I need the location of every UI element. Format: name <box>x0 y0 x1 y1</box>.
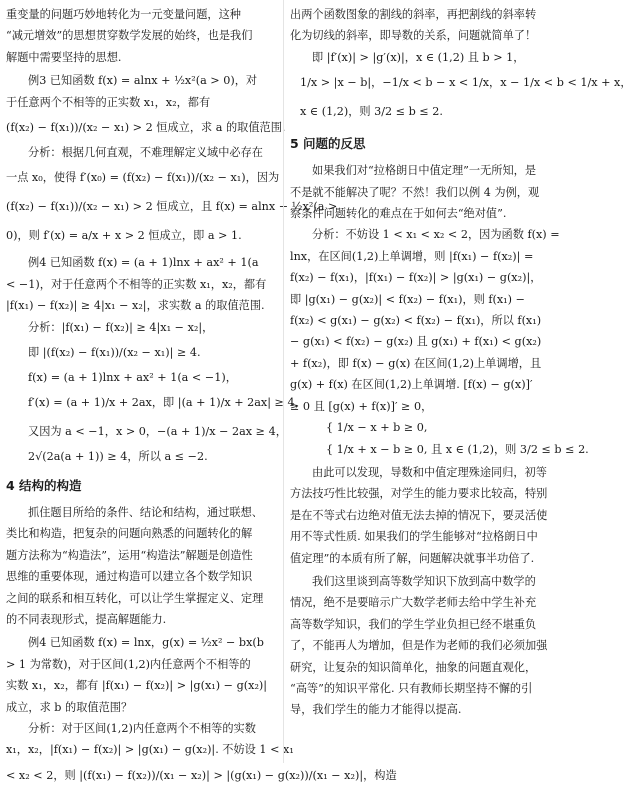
text-line: 用不等式性质. 如果我们的学生能够对“拉格朗日中 <box>290 530 538 544</box>
text-line: 的不同表现形式，提高解题能力. <box>6 612 167 626</box>
example-4-statement: 例4 已知函数 f(x) = (a + 1)lnx + ax² + 1(a <box>28 256 259 270</box>
text-line: x₁，x₂，|f(x₁) − f(x₂)| > |g(x₁) − g(x₂)|. 不妨设 1 < x₁ <box>6 743 294 757</box>
text-line: 出两个函数图象的割线的斜率，再把割线的斜率转 <box>290 8 537 21</box>
text-line: 抓住题目所给的条件、结论和结构，通过联想、 <box>28 505 263 519</box>
text-line: |f(x₁) − f(x₂)| ≥ 4|x₁ − x₂|，求实数 a 的取值范围. <box>6 299 265 313</box>
text-line: 思维的重要体现，通过构造可以建立各个数学知识 <box>6 570 253 584</box>
formula-line: 0)，则 f′(x) = a/x + x > 2 恒成立，即 a > 1. <box>6 229 242 243</box>
text-line: 值定理”的本质有所了解，问题解决就事半功倍了. <box>290 551 535 565</box>
analysis-line: 分析：根据几何直观，不难理解定义域中必存在 <box>28 146 263 160</box>
example-3-statement: 例3 已知函数 f(x) = alnx + ½x²(a > 0)，对 <box>28 74 258 88</box>
analysis-line: 分析：不妨设 1 < x₁ < x₂ < 2，因为函数 f(x) = <box>312 228 560 242</box>
text-line: g(x) + f(x) 在区间(1,2)上单调增. [f(x) − g(x)]′ <box>290 378 533 392</box>
text-line: 解题中需要坚持的思想. <box>6 50 122 64</box>
text-line: 导，我们学生的能力才能得以提高. <box>290 703 462 717</box>
text-line: 之间的联系和相互转化，可以让学生掌握定义、定理 <box>6 591 264 605</box>
text-line: f(x₂) − f(x₁)，|f(x₁) − f(x₂)| > |g(x₁) − g(x₂)|， <box>290 271 542 285</box>
analysis-line: 分析：|f(x₁) − f(x₂)| ≥ 4|x₁ − x₂|， <box>28 320 214 334</box>
formula-line: 一点 x₀，使得 f′(x₀) = (f(x₂) − f(x₁))/(x₂ − x₁)，因为 <box>6 171 280 185</box>
text-line: < −1)，对于任意两个不相等的正实数 x₁，x₂，都有 <box>6 277 267 291</box>
text-line: “高等”的知识平常化. 只有教师长期坚持不懈的引 <box>290 681 533 695</box>
text-line: 由此可以发现，导数和中值定理殊途同归，初等 <box>312 465 547 479</box>
text-line: 高等数学知识，我们的学生学业负担已经不堪重负 <box>290 617 537 631</box>
text-line: “减元增效”的思想贯穿数学发展的始终，也是我们 <box>6 29 253 43</box>
text-line: 是在不等式右边绝对值无法去掉的情况下，要灵活使 <box>290 508 548 522</box>
formula-line: 即 |f′(x)| > |g′(x)|，x ∈ (1,2) 且 b > 1， <box>312 50 525 64</box>
text-line: − g(x₁) < f(x₂) − g(x₂) 且 g(x₁) + f(x₁) < g(x₂) <box>290 335 542 349</box>
formula-line: 又因为 a < −1，x > 0，−(a + 1)/x − 2ax ≥ 4， <box>28 425 287 439</box>
text-line: 题方法称为“构造法”，运用“构造法”解题是创造性 <box>6 548 253 562</box>
formula-line: f(x) = (a + 1)lnx + ax² + 1(a < −1)， <box>28 371 237 385</box>
text-line: 如果我们对“拉格朗日中值定理”一无所知，是 <box>312 164 537 178</box>
text-line: 研究，让复杂的知识简单化，抽象的问题直观化， <box>290 660 537 674</box>
formula-line: 即 |(f(x₂) − f(x₁))/(x₂ − x₁)| ≥ 4. <box>28 346 201 360</box>
text-line: 情况，绝不是要暗示广大数学老师去给中学生补充 <box>290 596 537 610</box>
text-line: 实数 x₁，x₂，都有 |f(x₁) − f(x₂)| > |g(x₁) − g(x₂)| <box>6 679 268 693</box>
formula-line: 2√(2a(a + 1)) ≥ 4，所以 a ≤ −2. <box>28 450 208 464</box>
text-line: + f(x₂)，即 f(x) − g(x) 在区间(1,2)上单调增，且 <box>290 356 542 370</box>
formula-line: x ∈ (1,2)，则 3/2 ≤ b ≤ 2. <box>300 105 443 119</box>
text-line: 察条件问题转化的难点在于如何去“绝对值”. <box>290 207 507 221</box>
column-divider <box>283 0 284 763</box>
example-4b-statement: 例4 已知函数 f(x) = lnx，g(x) = ½x² − bx(b <box>28 636 264 650</box>
section-heading-4: 4 结构的构造 <box>6 477 82 493</box>
right-column <box>290 4 632 721</box>
formula-line: f′(x) = (a + 1)/x + 2ax，即 |(a + 1)/x + 2ax| ≥ 4， <box>28 396 306 410</box>
text-line: 即 |g(x₁) − g(x₂)| < f(x₂) − f(x₁)，则 f(x₁) − <box>290 292 525 306</box>
formula-line: < x₂ < 2，则 |(f(x₁) − f(x₂))/(x₁ − x₂)| > |(g(x₁) − g(x₂))/(x₁ − x₂)|，构造 <box>6 768 397 782</box>
text-line: 了，不能再人为增加，但是作为老师的我们必须加强 <box>290 639 548 653</box>
system-line-1: { 1/x − x + b ≥ 0, <box>326 421 428 435</box>
section-heading-5: 5 问题的反思 <box>290 136 366 152</box>
formula-line: 1/x > |x − b|，−1/x < b − x < 1/x，x − 1/x < b < 1/x + x， <box>300 76 632 90</box>
text-line: lnx，在区间(1,2)上单调增，则 |f(x₁) − f(x₂)| = <box>290 249 534 263</box>
text-line: f(x₂) < g(x₁) − g(x₂) < f(x₂) − f(x₁)，所以 f(x₁) <box>290 314 542 328</box>
text-line: 类比和构造，把复杂的问题向熟悉的问题转化的解 <box>6 527 253 541</box>
text-line: 我们这里谈到高等数学知识下放到高中数学的 <box>312 574 536 588</box>
text-line: ≥ 0 且 [g(x) + f(x)]′ ≥ 0， <box>290 399 433 413</box>
text-line: 成立，求 b 的取值范围？ <box>6 700 133 714</box>
text-line: 方法技巧性比较强，对学生的能力要求比较高，特别 <box>290 487 548 501</box>
formula-line: (f(x₂) − f(x₁))/(x₂ − x₁) > 2 恒成立，求 a 的取值范围. <box>6 121 286 135</box>
text-line: 于任意两个不相等的正实数 x₁，x₂，都有 <box>6 95 211 109</box>
text-line: 化为切线的斜率，即导数的关系，问题就简单了！ <box>290 29 537 43</box>
text-line: > 1 为常数)，对于区间(1,2)内任意两个不相等的 <box>6 657 251 671</box>
text-line: 重变量的问题巧妙地转化为一元变量问题，这种 <box>6 8 241 21</box>
system-line-2: { 1/x + x − b ≥ 0, 且 x ∈ (1,2)，则 3/2 ≤ b ≤ 2. <box>326 442 589 456</box>
text-line: 不是就不能解决了呢？不然！我们以例 4 为例，观 <box>290 185 540 199</box>
formula-line: (f(x₂) − f(x₁))/(x₂ − x₁) > 2 恒成立，且 f(x) = alnx + ½x²(a > <box>6 200 338 214</box>
analysis-line: 分析：对于区间(1,2)内任意两个不相等的实数 <box>28 721 256 735</box>
